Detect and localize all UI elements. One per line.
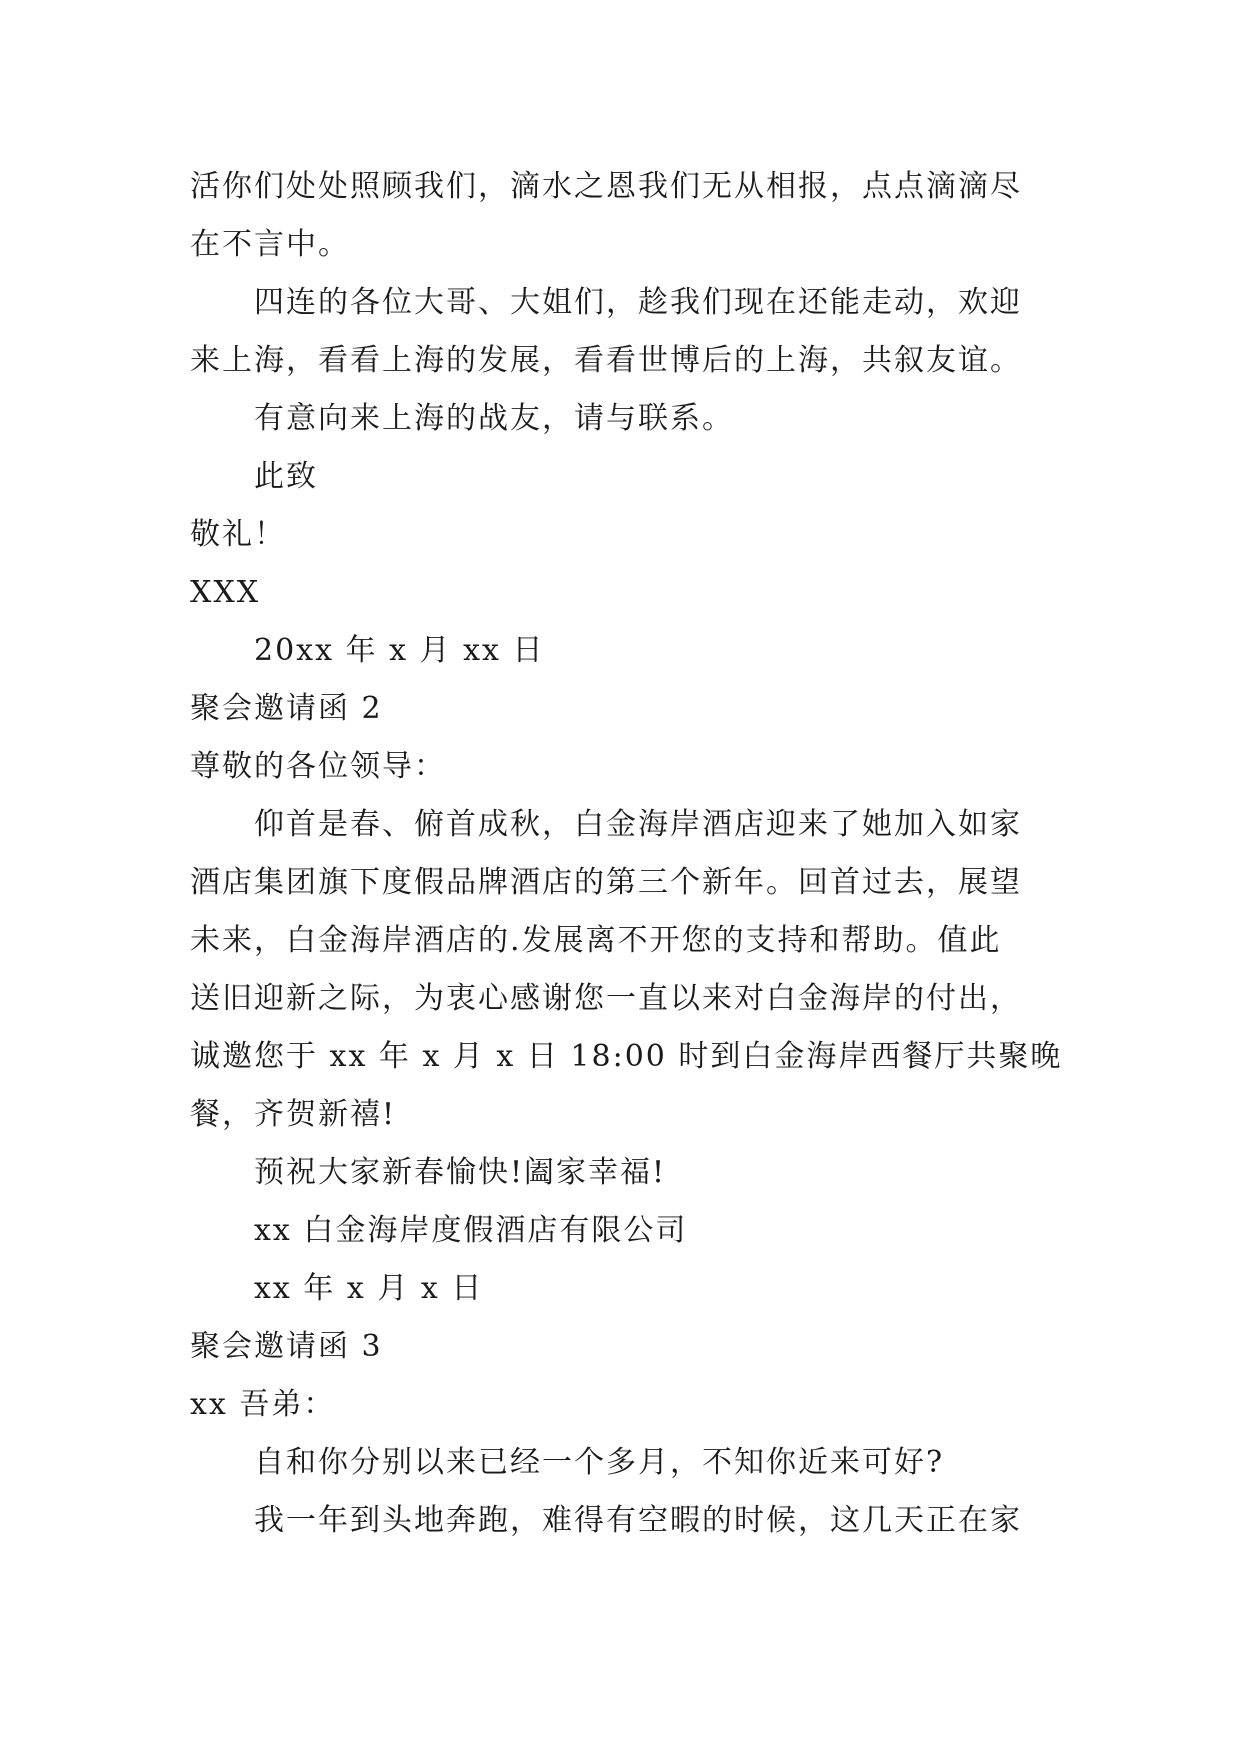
paragraph-line: 我一年到头地奔跑，难得有空暇的时候，这几天正在家 xyxy=(254,1503,1022,1538)
paragraph-line: 未来，白金海岸酒店的.发展离不开您的支持和帮助。值此 xyxy=(190,923,1002,958)
paragraph-line: 餐，齐贺新禧! xyxy=(190,1097,397,1132)
paragraph-line: 有意向来上海的战友，请与联系。 xyxy=(254,401,734,436)
closing-regards: 敬礼！ xyxy=(190,517,286,552)
paragraph-line: 自和你分别以来已经一个多月，不知你近来可好? xyxy=(254,1445,945,1480)
signature-date: xx 年 x 月 x 日 xyxy=(254,1271,484,1306)
paragraph-line: 预祝大家新春愉快!阖家幸福! xyxy=(254,1155,667,1190)
paragraph-line: 四连的各位大哥、大姐们，趁我们现在还能走动，欢迎 xyxy=(254,285,1022,320)
signature-company: xx 白金海岸度假酒店有限公司 xyxy=(254,1213,688,1248)
paragraph-line: 酒店集团旗下度假品牌酒店的第三个新年。回首过去，展望 xyxy=(190,865,1022,900)
paragraph-line: 诚邀您于 xx 年 x 月 x 日 18:00 时到白金海岸西餐厅共聚晚 xyxy=(190,1039,1063,1074)
signature-name: XXX xyxy=(190,575,261,610)
paragraph-line: 活你们处处照顾我们，滴水之恩我们无从相报，点点滴滴尽 xyxy=(190,169,1022,204)
signature-date: 20xx 年 x 月 xx 日 xyxy=(254,633,545,668)
paragraph-line: 在不言中。 xyxy=(190,227,350,262)
section-heading: 聚会邀请函 2 xyxy=(190,691,383,726)
document-body xyxy=(190,158,1070,1550)
greeting: xx 吾弟： xyxy=(190,1387,336,1422)
closing-salutation: 此致 xyxy=(254,459,318,494)
greeting: 尊敬的各位领导： xyxy=(190,749,446,784)
paragraph-line: 仰首是春、俯首成秋，白金海岸酒店迎来了她加入如家 xyxy=(254,807,1022,842)
paragraph-line: 来上海，看看上海的发展，看看世博后的上海，共叙友谊。 xyxy=(190,343,1022,378)
section-heading: 聚会邀请函 3 xyxy=(190,1329,383,1364)
paragraph-line: 送旧迎新之际，为衷心感谢您一直以来对白金海岸的付出， xyxy=(190,981,1022,1016)
